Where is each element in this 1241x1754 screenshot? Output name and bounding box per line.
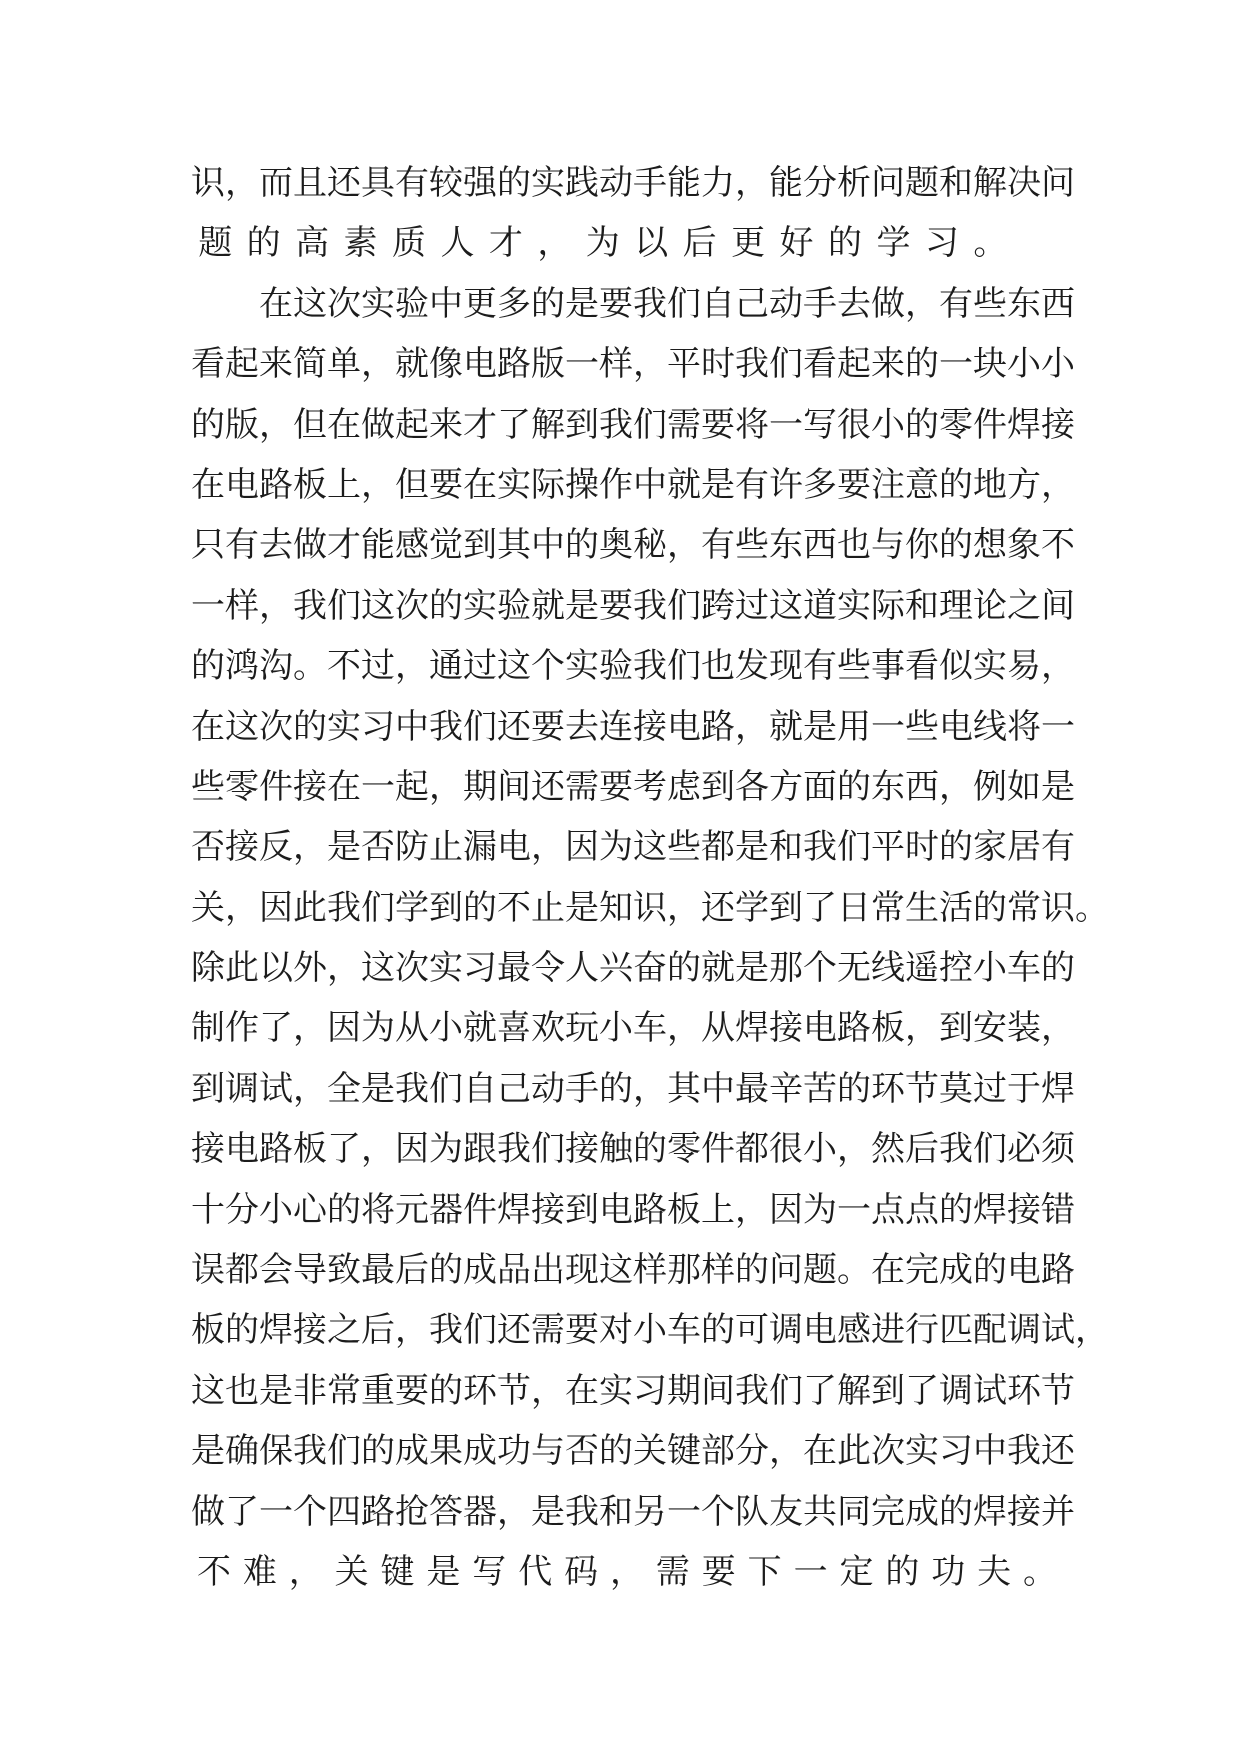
text-line: 不 难 ， 关 键 是 写 代 码 ， 需 要 下 一 定 的 功 夫 。 [196,1551,1058,1592]
text-line: 在 电 路 板 上 ， 但 要 在 实 际 操 作 中 就 是 有 许 多 要 注 意 的 地 方 ， [191,464,1075,505]
text-line: 接 电 路 板 了 ， 因 为 跟 我 们 接 触 的 零 件 都 很 小 ， 然 后 我 们 必 须 [191,1129,1075,1170]
text-line: 在 这 次 的 实 习 中 我 们 还 要 去 连 接 电 路 ， 就 是 用 一 些 电 线 将 一 [191,706,1075,747]
text-line: 些 零 件 接 在 一 起 ， 期 间 还 需 要 考 虑 到 各 方 面 的 东 西 ， 例 如 是 [191,766,1075,807]
text-line: 这 也 是 非 常 重 要 的 环 节 ， 在 实 习 期 间 我 们 了 解 到 了 调 试 环 节 [191,1370,1075,1411]
text-line: 识 ， 而 且 还 具 有 较 强 的 实 践 动 手 能 力 ， 能 分 析 问 题 和 解 决 问 [191,163,1075,203]
text-line: 到 调 试 ， 全 是 我 们 自 己 动 手 的 ， 其 中 最 辛 苦 的 环 节 莫 过 于 焊 [191,1068,1075,1109]
text-line: 只 有 去 做 才 能 感 觉 到 其 中 的 奥 秘 ， 有 些 东 西 也 与 你 的 想 象 不 [191,525,1075,566]
text-line: 一 样 ， 我 们 这 次 的 实 验 就 是 要 我 们 跨 过 这 道 实 际 和 理 论 之 间 [191,585,1075,626]
text-line: 板 的 焊 接 之 后 ， 我 们 还 需 要 对 小 车 的 可 调 电 感 进 行 匹 配 调 试 ， [191,1310,1109,1351]
text-line: 误 都 会 导 致 最 后 的 成 品 出 现 这 样 那 样 的 问 题 。 在 完 成 的 电 路 [191,1250,1075,1291]
text-line: 否 接 反 ， 是 否 防 止 漏 电 ， 因 为 这 些 都 是 和 我 们 平 时 的 家 居 有 [191,827,1075,868]
text-line: 是 确 保 我 们 的 成 果 成 功 与 否 的 关 键 部 分 ， 在 此 次 实 习 中 我 还 [191,1431,1075,1472]
text-line: 题 的 高 素 质 人 才 ， 为 以 后 更 好 的 学 习 。 [198,223,1008,264]
text-line: 的 版 ， 但 在 做 起 来 才 了 解 到 我 们 需 要 将 一 写 很 小 的 零 件 焊 接 [191,404,1075,445]
text-line: 制 作 了 ， 因 为 从 小 就 喜 欢 玩 小 车 ， 从 焊 接 电 路 板 ， 到 安 装 ， [191,1008,1075,1049]
text-line: 做 了 一 个 四 路 抢 答 器 ， 是 我 和 另 一 个 队 友 共 同 完 成 的 焊 接 并 [191,1491,1075,1532]
text-line: 十 分 小 心 的 将 元 器 件 焊 接 到 电 路 板 上 ， 因 为 一 点 点 的 焊 接 错 [191,1189,1075,1230]
text-line: 除 此 以 外 ， 这 次 实 习 最 令 人 兴 奋 的 就 是 那 个 无 线 遥 控 小 车 的 [191,948,1075,989]
text-line: 的 鸿 沟 。 不 过 ， 通 过 这 个 实 验 我 们 也 发 现 有 些 事 看 似 实 易 ， [191,646,1075,687]
text-line: 关 ， 因 此 我 们 学 到 的 不 止 是 知 识 ， 还 学 到 了 日 常 生 活 的 常 识 。 [191,887,1109,928]
body-text [191,153,1109,1602]
text-line: 看 起 来 简 单 ， 就 像 电 路 版 一 样 ， 平 时 我 们 看 起 来 的 一 块 小 小 [191,344,1075,385]
text-line: 在 这 次 实 验 中 更 多 的 是 要 我 们 自 己 动 手 去 做 ， 有 些 东 西 [259,283,1075,324]
